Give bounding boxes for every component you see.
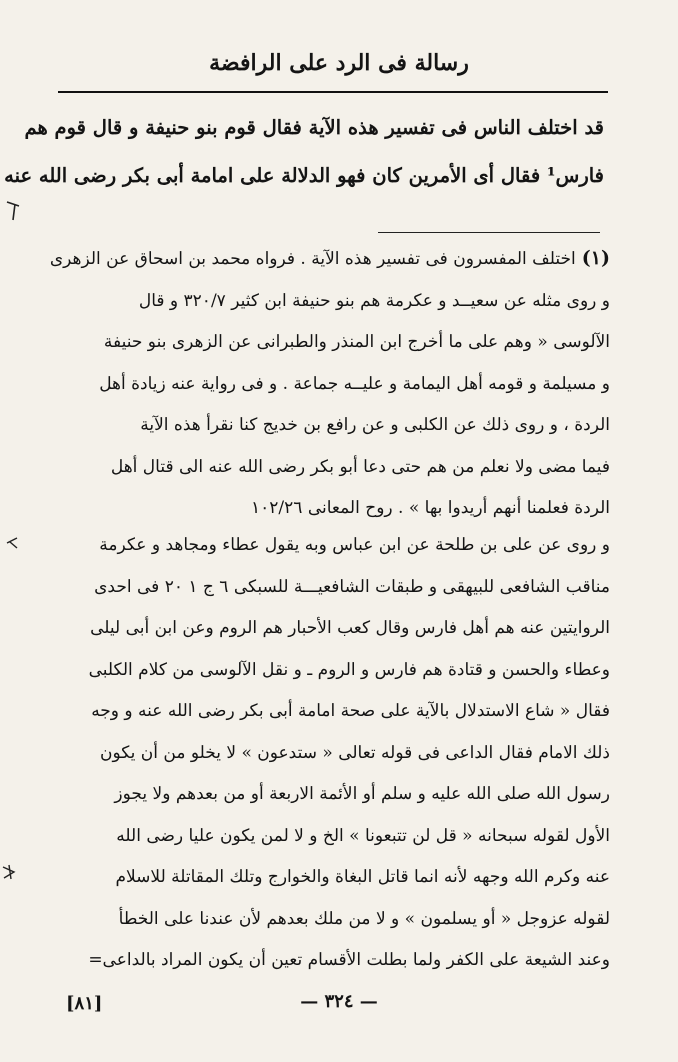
footnote-separator xyxy=(378,232,600,233)
footnote-line: وعند الشيعة على الكفر ولما بطلت الأقسام تعين أن يكون المراد بالداعى= xyxy=(88,950,610,970)
footnote xyxy=(49,238,610,530)
footnote-line: الأول لقوله سبحانه « قل لن تتبعونا » الخ و لا لمن يكون عليا رضى الله xyxy=(116,825,610,846)
main-text xyxy=(4,104,604,200)
main-text-line: فارس¹ فقال أى الأمرين كان فهو الدلالة على امامة أبى بكر رضى الله عنه xyxy=(4,164,604,187)
signature-mark: [٨١] xyxy=(66,993,103,1014)
footnote-line: الردة ، و روى ذلك عن الكلبى و عن رافع بن خديج كنا نقرأ هذه الآية xyxy=(140,415,610,435)
footnote-continuation xyxy=(64,525,610,982)
footnote-line: وعطاء والحسن و قتادة هم فارس و الروم ـ و نقل الآلوسى من كلام الكلبى xyxy=(88,659,610,680)
binding-mark-icon xyxy=(2,864,12,882)
binding-mark-icon xyxy=(6,200,16,218)
header-rule xyxy=(58,91,608,93)
footnote-line: ذلك الامام فقال الداعى فى قوله تعالى « ستدعون » لا يخلو من أن يكون xyxy=(100,742,610,763)
footnote-line: مناقب الشافعى للبيهقى و طبقات الشافعيـــة للسبكى ٦ ج ١ ٢٠ فى احدى xyxy=(94,576,610,597)
footnote-line: فقال « شاع الاستدلال بالآية على صحة امامة أبى بكر رضى الله عنه و وجه xyxy=(91,701,610,721)
footnote-number: (١) xyxy=(581,247,610,269)
binding-mark-icon xyxy=(6,536,16,554)
footnote-line: عنه وكرم الله وجهه لأنه انما قاتل البغاة والخوارج وتلك المقاتلة للاسلام xyxy=(115,867,610,887)
footnote-line: و روى عن على بن طلحة عن ابن عباس وبه يقول عطاء ومجاهد و عكرمة xyxy=(99,535,610,555)
page-number: — ٣٢٤ — xyxy=(300,991,378,1012)
footnote-line: و مسيلمة و قومه أهل اليمامة و عليــه جماعة . و فى رواية عنه زيادة أهل xyxy=(99,373,610,394)
footnote-line-text: اختلف المفسرون فى تفسير هذه الآية . فرواه محمد بن اسحاق عن الزهرى xyxy=(49,249,576,269)
footnote-line: لقوله عزوجل « أو يسلمون » و لا من ملك بعدهم لأن عندنا على الخطأ xyxy=(118,908,610,929)
main-text-line: قد اختلف الناس فى تفسير هذه الآية فقال قوم بنو حنيفة و قال قوم هم xyxy=(24,116,604,139)
footnote-line: رسول الله صلى الله عليه و سلم أو الأئمة الاربعة أو من بعدهم ولا يجوز xyxy=(114,784,610,804)
footnote-line: و روى مثله عن سعيــد و عكرمة هم بنو حنيفة ابن كثير ٣٢٠/٧ و قال xyxy=(138,290,610,311)
footnote-line: الردة فعلمنا أنهم أريدوا بها » . روح المعانى ١٠٢/٢٦ xyxy=(251,498,610,518)
footnote-line: الروايتين عنه هم أهل فارس وقال كعب الأحبار هم الروم وعن ابن أبى ليلى xyxy=(90,618,610,638)
footnote-line: الآلوسى « وهم على ما أخرج ابن المنذر والطبرانى عن الزهرى بنو حنيفة xyxy=(103,332,610,352)
footnote-line: فيما مضى ولا نعلم من هم حتى دعا أبو بكر رضى الله عنه الى قتال أهل xyxy=(110,456,610,477)
running-header-title: رسالة فى الرد على الرافضة xyxy=(209,50,469,76)
footnote-line xyxy=(49,238,610,281)
